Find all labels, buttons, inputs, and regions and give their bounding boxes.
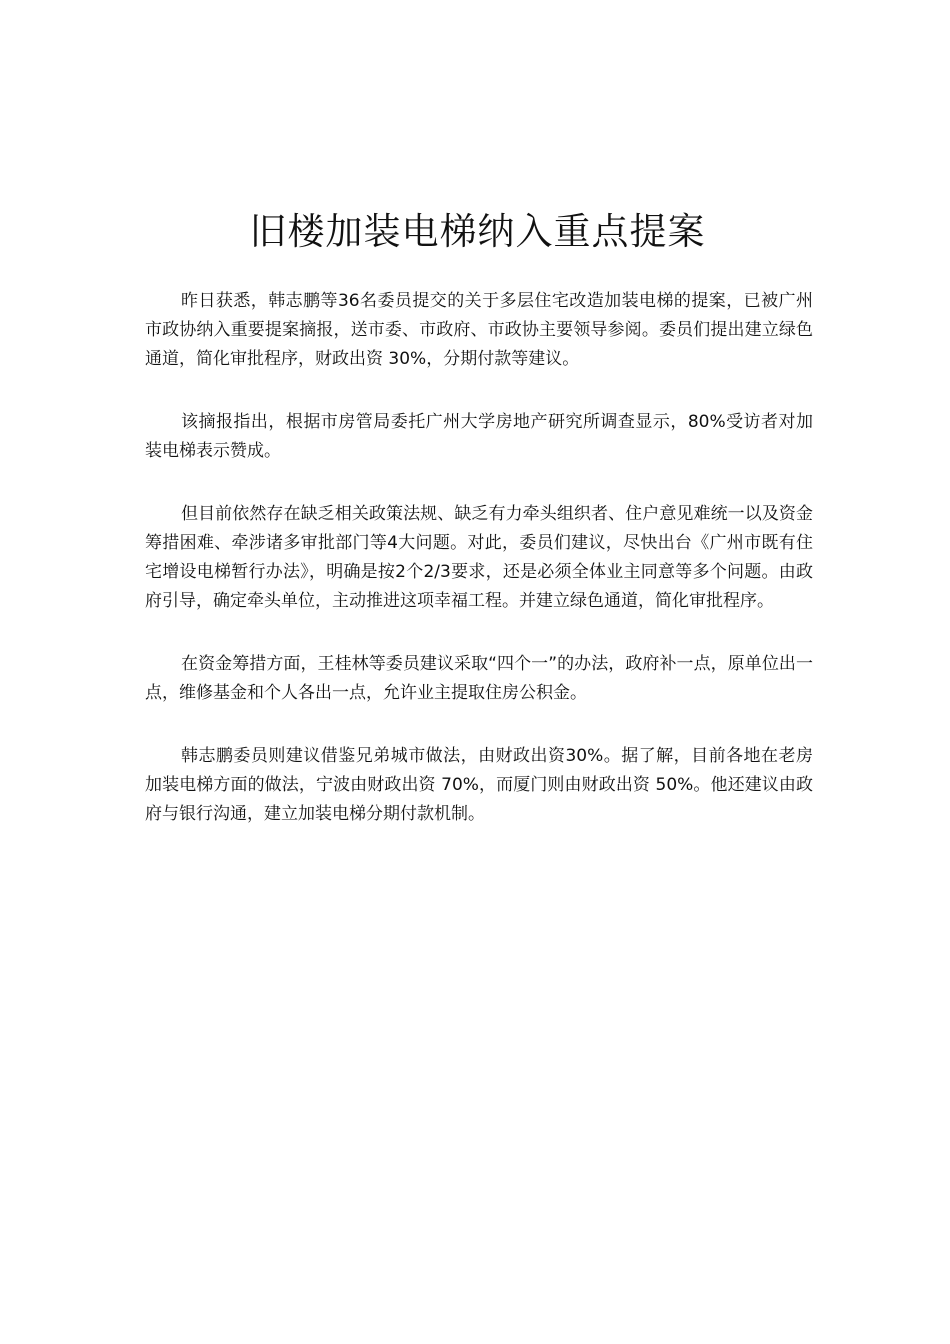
paragraph-2: 该摘报指出，根据市房管局委托广州大学房地产研究所调查显示，80%受访者对加装电梯表示赞成。 — [145, 412, 813, 461]
document-title: 旧楼加装电梯纳入重点提案 — [249, 210, 706, 253]
paragraph-1: 昨日获悉，韩志鹏等36名委员提交的关于多层住宅改造加装电梯的提案，已被广州市政协纳入重要提案摘报，送市委、市政府、市政协主要领导参阅。委员们提出建立绿色通道，简化审批程序，财政出资 30%，分期付款等建议。 — [145, 291, 813, 369]
article-body — [145, 287, 813, 829]
paragraph-3: 但目前依然存在缺乏相关政策法规、缺乏有力牵头组织者、住户意见难统一以及资金筹措困难、牵涉诸多审批部门等4大问题。对此，委员们建议，尽快出台《广州市既有住宅增设电梯暂行办法》，明确是按2个2/3要求，还是必须全体业主同意等多个问题。由政府引导，确定牵头单位，主动推进这项幸福工程。并建立绿色通道，简化审批程序。 — [145, 504, 813, 611]
paragraph-5: 韩志鹏委员则建议借鉴兄弟城市做法，由财政出资30%。据了解，目前各地在老房加装电梯方面的做法，宁波由财政出资 70%，而厦门则由财政出资 50%。他还建议由政府与银行沟通，建立加装电梯分期付款机制。 — [145, 746, 813, 824]
paragraph-4: 在资金筹措方面，王桂林等委员建议采取“四个一”的办法，政府补一点，原单位出一点，维修基金和个人各出一点，允许业主提取住房公积金。 — [145, 654, 813, 703]
